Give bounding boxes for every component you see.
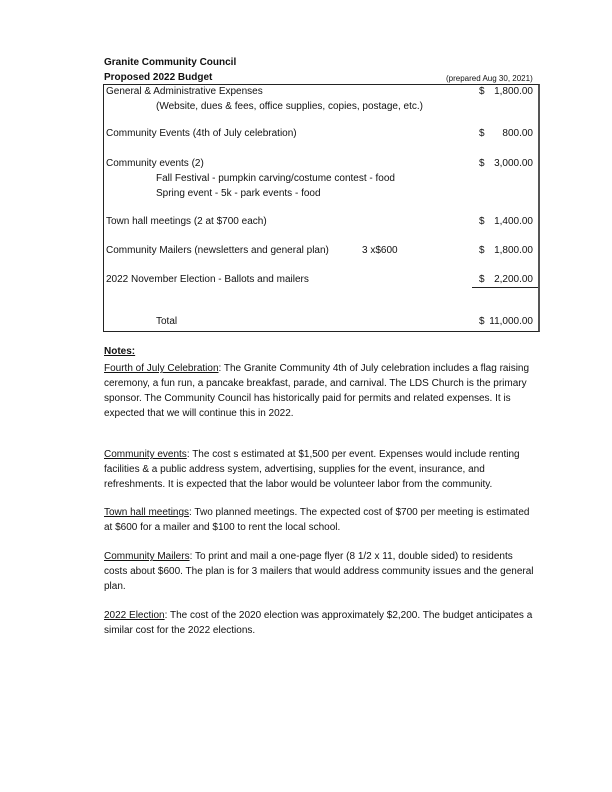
organization-name: Granite Community Council: [104, 57, 237, 68]
budget-row-amount: $ 3,000.00: [479, 158, 533, 169]
budget-row-amount: $ 2,200.00: [479, 274, 533, 285]
note-fourth-of-july: [104, 361, 534, 421]
budget-row-label: Community Events (4th of July celebration): [106, 128, 297, 139]
subtotal-rule: [472, 287, 538, 288]
budget-row-label: Town hall meetings (2 at $700 each): [106, 216, 267, 227]
note-title: Town hall meetings: [104, 507, 190, 518]
total-label: Total: [156, 316, 178, 327]
note-community-events: [104, 447, 534, 492]
budget-row-label: Community events (2): [106, 158, 204, 169]
note-election: [104, 608, 534, 638]
budget-table: [103, 84, 540, 332]
budget-row-detail: Spring event - 5k - park events - food: [156, 188, 321, 199]
note-text: : To print and mail a one-page flyer (8 1/2 x 11, double sided) to residents costs about $600. The plan is for 3 mailers that would address community issues and the general plan.: [104, 551, 534, 592]
budget-row-amount: $ 1,400.00: [479, 216, 533, 227]
budget-row-detail: (Website, dues & fees, office supplies, copies, postage, etc.): [156, 101, 423, 112]
note-title: 2022 Election: [104, 610, 165, 621]
note-text: : The Granite Community 4th of July celebration includes a flag raising ceremony, a fun run, a pancake breakfast, parade, and carnival. The LDS Church is the primary sponsor. The Community Council has historically paid for permits and related expenses. It is expected that we will continue this in 2022.: [104, 363, 530, 419]
budget-row-detail: Fall Festival - pumpkin carving/costume contest - food: [156, 173, 395, 184]
budget-row-amount: $ 1,800.00: [479, 245, 533, 256]
total-amount: $ 11,000.00: [479, 316, 533, 327]
budget-row-label: Community Mailers (newsletters and general plan): [106, 245, 329, 256]
note-title: Fourth of July Celebration: [104, 363, 219, 374]
note-title: Community Mailers: [104, 551, 190, 562]
note-community-mailers: [104, 549, 534, 594]
note-text: : The cost s estimated at $1,500 per event. Expenses would include renting facilities & a public address system, advertising, supplies for the event, insurance, and refreshments. It is expected that the labor would be volunteer labor from the community.: [104, 449, 520, 490]
budget-row-amount: $ 800.00: [479, 128, 533, 139]
note-text: : Two planned meetings. The expected cost of $700 per meeting is estimated at $600 for a mailer and $100 to rent the local school.: [104, 507, 530, 533]
note-text: : The cost of the 2020 election was approximately $2,200. The budget anticipates a similar cost for the 2022 elections.: [104, 610, 533, 636]
note-title: Community events: [104, 449, 187, 460]
note-town-hall: [104, 505, 534, 535]
budget-row-amount: $ 1,800.00: [479, 86, 533, 97]
document-title: Proposed 2022 Budget: [104, 72, 213, 83]
notes-heading: Notes:: [104, 346, 136, 357]
budget-row-label: General & Administrative Expenses: [106, 86, 263, 97]
budget-row-quantity: 3 x$600: [362, 245, 398, 256]
prepared-date: (prepared Aug 30, 2021): [446, 74, 533, 83]
budget-row-label: 2022 November Election - Ballots and mailers: [106, 274, 309, 285]
